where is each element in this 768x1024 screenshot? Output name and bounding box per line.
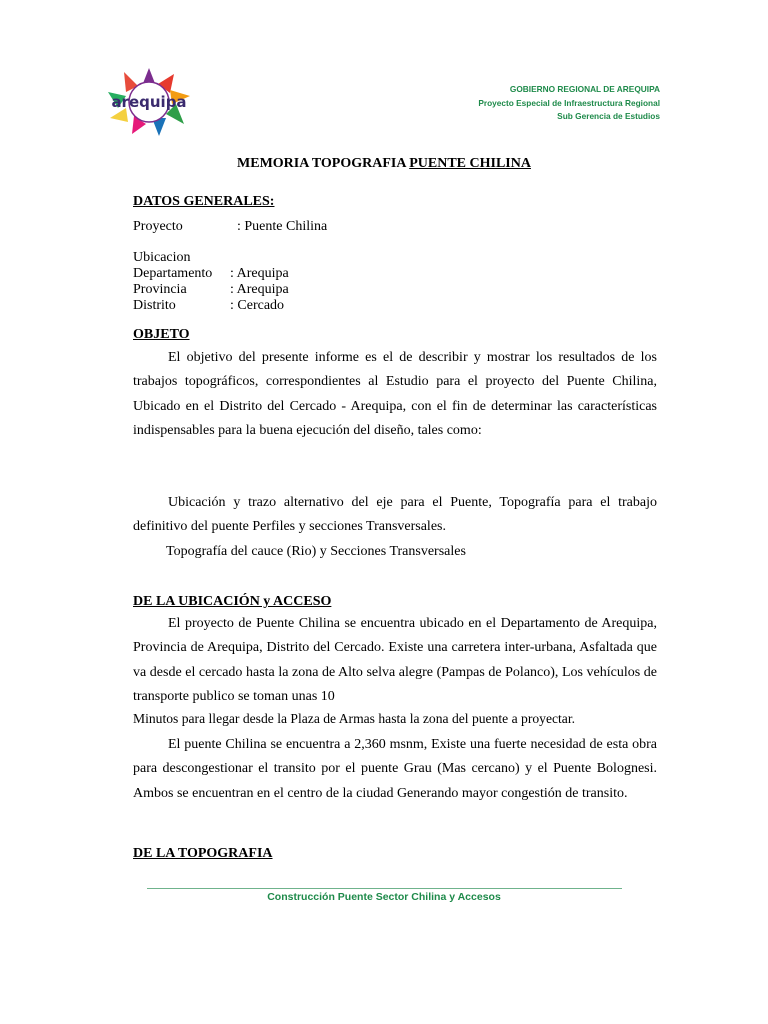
row-provincia — [133, 282, 289, 298]
header-block — [478, 83, 660, 124]
row-departamento — [133, 266, 289, 282]
heading-ubicacion-acceso: DE LA UBICACIÓN y ACCESO — [133, 594, 332, 609]
arequipa-logo — [104, 66, 194, 138]
heading-topografia: DE LA TOPOGRAFIA — [133, 846, 273, 861]
objeto-text-3: Topografía del cauce (Rio) y Secciones Transversales — [166, 544, 466, 559]
objeto-paragraph-1 — [133, 346, 657, 443]
label-departamento: Departamento — [133, 266, 213, 281]
value-provincia: : Arequipa — [230, 282, 289, 297]
value-distrito: : Cercado — [230, 298, 285, 313]
header-org: GOBIERNO REGIONAL DE AREQUIPA — [509, 84, 660, 94]
label-proyecto: Proyecto — [133, 219, 183, 234]
heading-datos-generales: DATOS GENERALES: — [133, 194, 275, 209]
value-departamento: : Arequipa — [230, 266, 289, 281]
page-title — [0, 156, 768, 172]
objeto-text-1: El objetivo del presente informe es el de describir y mostrar los resultados de los trabajos topográficos, correspondientes al Estudio para el proyecto del Puente Chilina, Ubicado en el Distrito del Cercado - Arequipa, con el fin de determinar las características indispensables para la buena ejecución del diseño, tales como: — [133, 350, 657, 438]
row-proyecto — [133, 219, 327, 235]
ubicacion-text-2: El puente Chilina se encuentra a 2,360 msnm, Existe una fuerte necesidad de esta obra para descongestionar el transito por el puente Grau (Mas cercano) y el Puente Bolognesi. Ambos se encuentran en el centro de la ciudad Generando mayor congestión de transito. — [133, 737, 657, 801]
label-ubicacion: Ubicacion — [133, 250, 191, 265]
header-project: Proyecto Especial de Infraestructura Regional — [478, 97, 660, 108]
header-office: Sub Gerencia de Estudios — [557, 111, 660, 121]
objeto-text-2: Ubicación y trazo alternativo del eje para el Puente, Topografía para el trabajo definitivo del puente Perfiles y secciones Transversales. — [133, 495, 657, 535]
value-proyecto: : Puente Chilina — [237, 219, 328, 234]
ubicacion-text-1b: Minutos para llegar desde la Plaza de Armas hasta la zona del puente a proyectar. — [133, 711, 576, 726]
logo-text: arequipa — [111, 93, 187, 111]
objeto-paragraph-2 — [133, 491, 657, 540]
footer-text: Construcción Puente Sector Chilina y Accesos — [267, 891, 501, 903]
title-part1: MEMORIA TOPOGRAFIA — [237, 156, 406, 171]
heading-objeto: OBJETO — [133, 327, 190, 342]
label-provincia: Provincia — [133, 282, 187, 297]
row-distrito — [133, 298, 284, 314]
footer-divider — [147, 888, 622, 889]
ubicacion-paragraph-2 — [133, 733, 657, 806]
title-part2: PUENTE CHILINA — [409, 156, 531, 171]
ubicacion-paragraph-1 — [133, 612, 657, 709]
label-distrito: Distrito — [133, 298, 176, 313]
ubicacion-text-1: El proyecto de Puente Chilina se encuentra ubicado en el Departamento de Arequipa, Provincia de Arequipa, Distrito del Cercado. Existe una carretera inter-urbana, Asfaltada que va desde el cercado hasta la zona de Alto selva alegre (Pampas de Polanco), Los vehículos de transporte publico se toman unas 10 — [133, 616, 657, 704]
objeto-paragraph-3 — [133, 540, 657, 564]
